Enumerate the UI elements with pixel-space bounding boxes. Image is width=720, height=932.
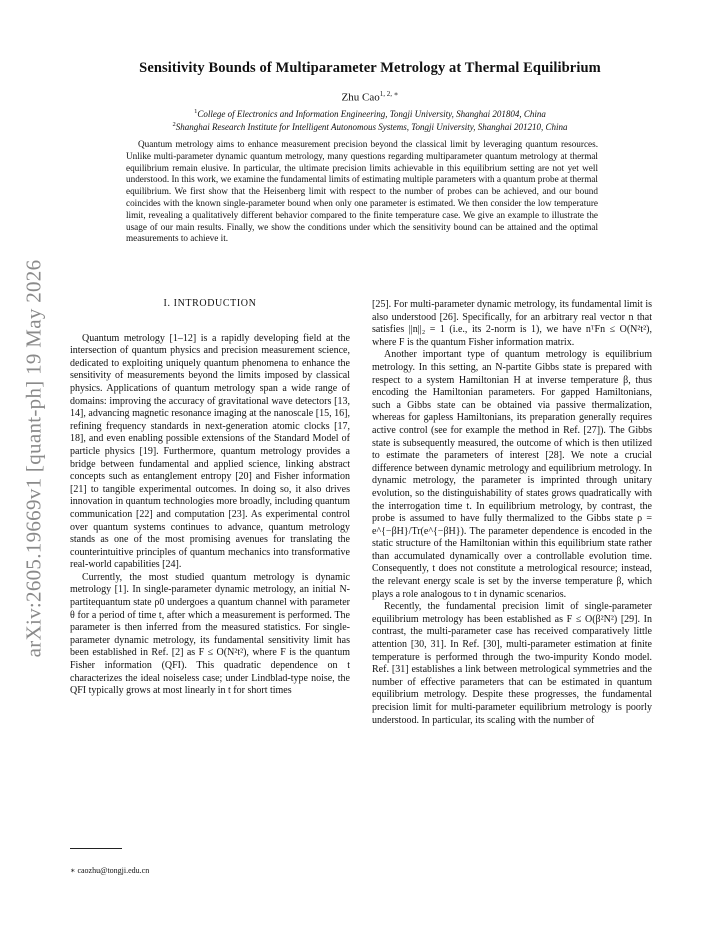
left-column: [70, 298, 350, 698]
footnote-divider: [70, 848, 122, 849]
right-column: [372, 299, 652, 727]
section-heading: I. INTRODUCTION: [163, 298, 257, 309]
affiliation-1-text: College of Electronics and Information Engineering, Tongji University, Shanghai 201804, China: [197, 109, 546, 119]
intro-paragraph-2-continued: [25]. For multi-parameter dynamic metrology, its fundamental limit is also understood [26]. Specifically, for an arbitrary real vector n that satisfies ||n||₂ = 1 (i.e., its 2-norm is 1), we have nᵀFn ≤ O(N²t²), where F is the quantum Fisher information matrix.: [372, 299, 652, 348]
arxiv-identifier-stamp: [16, 238, 52, 678]
affiliation-2-text: Shanghai Research Institute for Intelligent Autonomous Systems, Tongji University, Shanghai 201210, China: [175, 122, 568, 132]
intro-paragraph-4: Recently, the fundamental precision limit of single-parameter equilibrium metrology has been established as F ≤ O(β²N²) [29]. In contrast, the multi-parameter case has received comparatively little attention [30, 31]. In Ref. [30], multi-parameter estimation at finite temperature is performed through the two-impurity Kondo model. Ref. [31] establishes a link between metrological symmetries and the number of effective parameters that can be estimated in quantum equilibrium metrology. Despite these progresses, the fundamental precision limit for multi-parameter equilibrium metrology is poorly understood. In particular, its scaling with the number of: [372, 601, 652, 726]
arxiv-identifier: arXiv:2605.19669v1 [quant-ph] 19 May 2026: [21, 259, 46, 657]
paper-title: Sensitivity Bounds of Multiparameter Metrology at Thermal Equilibrium: [139, 60, 601, 76]
affiliation-2: [70, 121, 670, 132]
footnote-email: ∗ caozhu@tongji.edu.cn: [70, 866, 150, 875]
author-marks: 1, 2, ∗: [379, 90, 399, 98]
author-line: [70, 90, 670, 104]
author-name: Zhu Cao: [341, 91, 380, 104]
affiliation-2-mark: 2: [172, 121, 176, 128]
intro-paragraph-3: Another important type of quantum metrology is equilibrium metrology. In this setting, an N-partite Gibbs state is prepared with respect to a system Hamiltonian H at inverse temperature β, thus encoding the Hamiltonian parameters. For gapped Hamiltonians, such a Gibbs state can be obtained via passive thermalization, whereas for gapless Hamiltonians, its preparation generally requires active control (see for example the method in Ref. [27]). The Gibbs state is subsequently measured, the outcome of which is then utilized to estimate the parameters of interest [28]. We note a crucial difference between dynamic metrology and equilibrium metrology. In dynamic metrology, the parameter is imprinted through unitary evolution, so the distinguishability of states grows quadratically with the interrogation time t. In equilibrium metrology, by contrast, the probe is assumed to have fully thermalized to the Gibbs state ρ = e^{−βH}/Tr(e^{−βH}). The parameter dependence is encoded in the static structure of the Hamiltonian within this equilibrium state rather than accumulated dynamically over a controllable evolution time. Consequently, t does not constitute a metrological resource; instead, the relevant energy scale is set by the inverse temperature β, which plays a role analogous to t in dynamic scenarios.: [372, 349, 652, 600]
affiliation-1: [70, 108, 670, 119]
intro-paragraph-2: Currently, the most studied quantum metrology is dynamic metrology [1]. In single-parameter dynamic metrology, an initial N-partitequantum state ρ0 undergoes a quantum channel with parameter θ for a period of time t, after which a measurement is performed. The parameter is then inferred from the measured statistics. For single-parameter dynamic metrology, its fundamental sensitivity limit has been established in Ref. [2] as F ≤ O(N²t²), where F is the quantum Fisher information (QFI). This quadratic dependence on t characterizes the ideal noiseless case; under Lindblad-type noise, the QFI typically grows at most linearly in t for short times: [70, 571, 350, 697]
intro-paragraph-1: Quantum metrology [1–12] is a rapidly developing field at the intersection of quantum physics and precision measurement science, dedicated to exploiting uniquely quantum phenomena to enhance the sensitivity of measurements beyond the limits imposed by classical physics. Applications of quantum metrology span a wide range of domains: improving the accuracy of gravitational wave detectors [13, 14], advancing magnetic resonance imaging at the nanoscale [15, 16], refining frequency standards in next-generation atomic clocks [17, 18], and even enabling possible extensions of the Standard Model of particle physics [19]. Furthermore, quantum metrology provides a bridge between fundamental and applied science, linking abstract concepts such as entanglement entropy [20] and Fisher information [21] to tangible experimental outcomes. In doing so, it also drives innovation in quantum technologies more broadly, including quantum communication [22] and computation [23]. As experimental control over quantum systems continues to advance, quantum metrology stands as one of the most promising avenues for translating the counterintuitive principles of quantum mechanics into transformative real-world capabilities [24].: [70, 332, 350, 571]
abstract: Quantum metrology aims to enhance measurement precision beyond the classical limit by leveraging quantum resources. Unlike multi-parameter dynamic quantum metrology, many questions regarding multiparameter quantum metrology at thermal equilibrium remain elusive. In particular, the ultimate precision limits achievable in this equilibrium setting are not yet well understood. In this work, we examine the fundamental limits of estimating multiple parameters with a quantum probe at thermal equilibrium. We first show that the Heisenberg limit with respect to the number of probes can be achieved, and our bound coincides with the known single-parameter bound when only one parameter is estimated. We then consider the low temperature limit, revealing a qualitatively different behavior compared to the finite temperature case. We give an example to illustrate the usage of our main results. Finally, we show the conditions under which the sensitivity bound can be attained and the optimal measurements to achieve it.: [126, 139, 598, 244]
affiliation-1-mark: 1: [194, 108, 198, 115]
